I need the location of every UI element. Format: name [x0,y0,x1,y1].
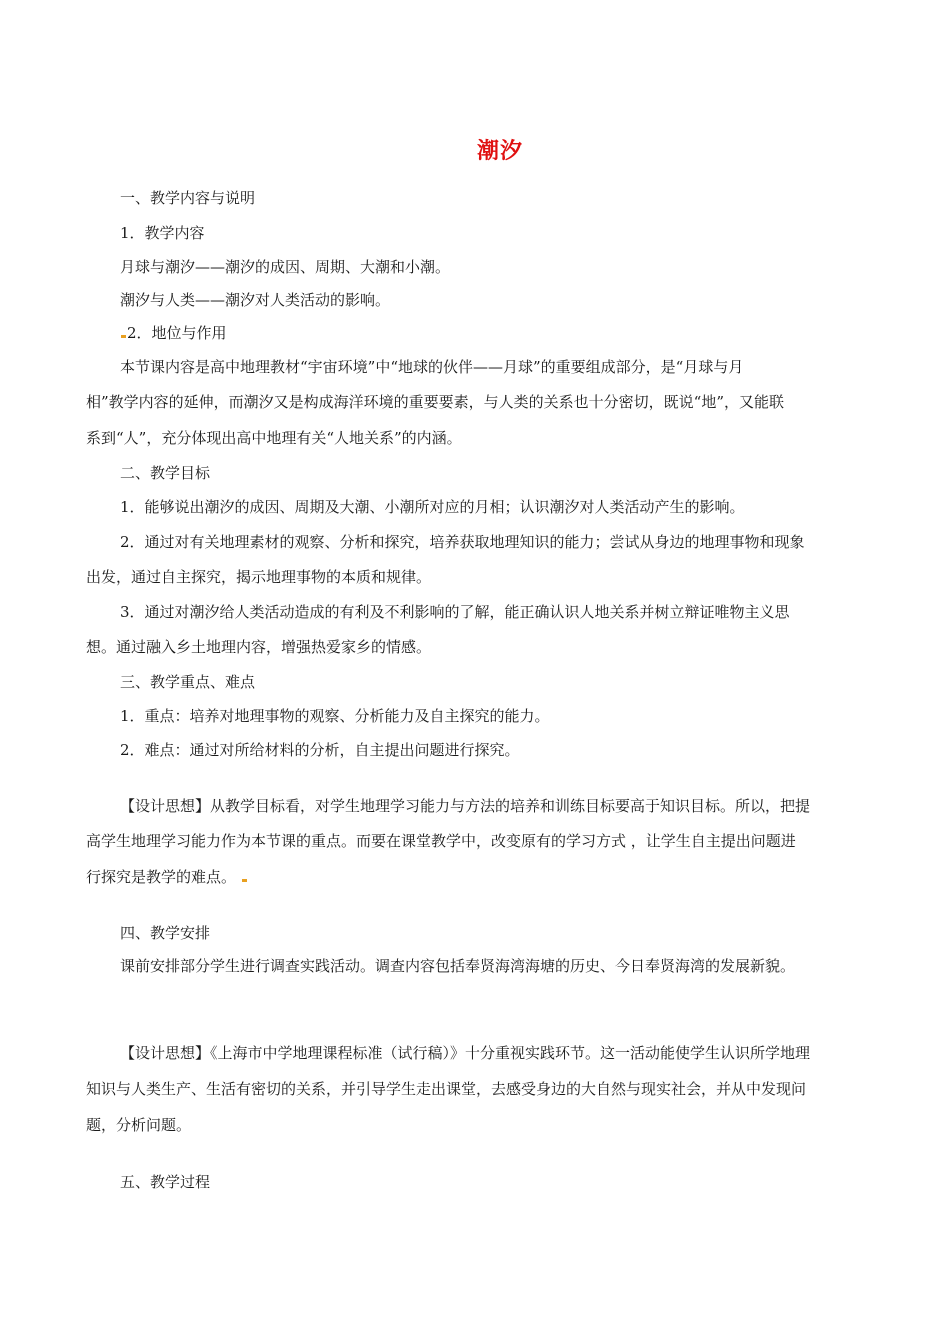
paragraph: 潮汐与人类——潮汐对人类活动的影响。 [120,291,391,309]
page-title: 潮汐 [476,139,523,164]
list-item: 1．重点：培养对地理事物的观察、分析能力及自主探究的能力。 [120,707,550,725]
design-note-line: 知识与人类生产、生活有密切的关系，并引导学生走出课堂，去感受身边的大自然与现实社会，并从中发现问 [86,1080,807,1098]
paragraph: 课前安排部分学生进行调查实践活动。调查内容包括奉贤海湾海塘的历史、今日奉贤海湾的发展新貌。 [120,957,796,975]
design-note-line: 题，分析问题。 [86,1116,192,1134]
section-3-heading: 三、教学重点、难点 [120,673,256,691]
revision-mark [121,335,126,338]
subsection-1-1-heading: 1．教学内容 [120,224,205,242]
list-item-line: 2．通过对有关地理素材的观察、分析和探究，培养获取地理知识的能力；尝试从身边的地理事物和现象 [120,533,805,551]
design-note-line: 高学生地理学习能力作为本节课的重点。而要在课堂教学中，改变原有的学习方式 ，让学生自主提出问题进 [86,832,796,850]
design-note-line: 【设计思想】从教学目标看，对学生地理学习能力与方法的培养和训练目标要高于知识目标。所以，把提 [120,797,811,815]
paragraph: 月球与潮汐——潮汐的成因、周期、大潮和小潮。 [120,258,451,276]
section-2-heading: 二、教学目标 [120,464,211,482]
revision-mark [242,879,247,882]
paragraph-line: 相”教学内容的延伸，而潮汐又是构成海洋环境的重要要素，与人类的关系也十分密切，既说“地”，又能联 [86,393,785,411]
list-item-line: 出发，通过自主探究，揭示地理事物的本质和规律。 [86,568,432,586]
paragraph-line: 系到“人”，充分体现出高中地理有关“人地关系”的内涵。 [86,429,462,447]
paragraph-line: 本节课内容是高中地理教材“宇宙环境”中“地球的伙伴——月球”的重要组成部分，是“月球与月 [120,358,744,376]
section-4-heading: 四、教学安排 [120,924,211,942]
section-5-heading: 五、教学过程 [120,1173,211,1191]
list-item-line: 想。通过融入乡土地理内容，增强热爱家乡的情感。 [86,638,432,656]
section-1-heading: 一、教学内容与说明 [120,189,256,207]
list-item: 1．能够说出潮汐的成因、周期及大潮、小潮所对应的月相；认识潮汐对人类活动产生的影响。 [120,498,745,516]
design-note-line: 【设计思想】《上海市中学地理课程标准（试行稿）》十分重视实践环节。这一活动能使学生认识所学地理 [120,1044,811,1062]
list-item-line: 3．通过对潮汐给人类活动造成的有利及不利影响的了解，能正确认识人地关系并树立辩证唯物主义思 [120,603,790,621]
subsection-1-2-heading: 2．地位与作用 [120,323,227,343]
list-item: 2．难点：通过对所给材料的分析，自主提出问题进行探究。 [120,741,520,759]
design-note-line: 行探究是教学的难点。 [86,867,248,887]
